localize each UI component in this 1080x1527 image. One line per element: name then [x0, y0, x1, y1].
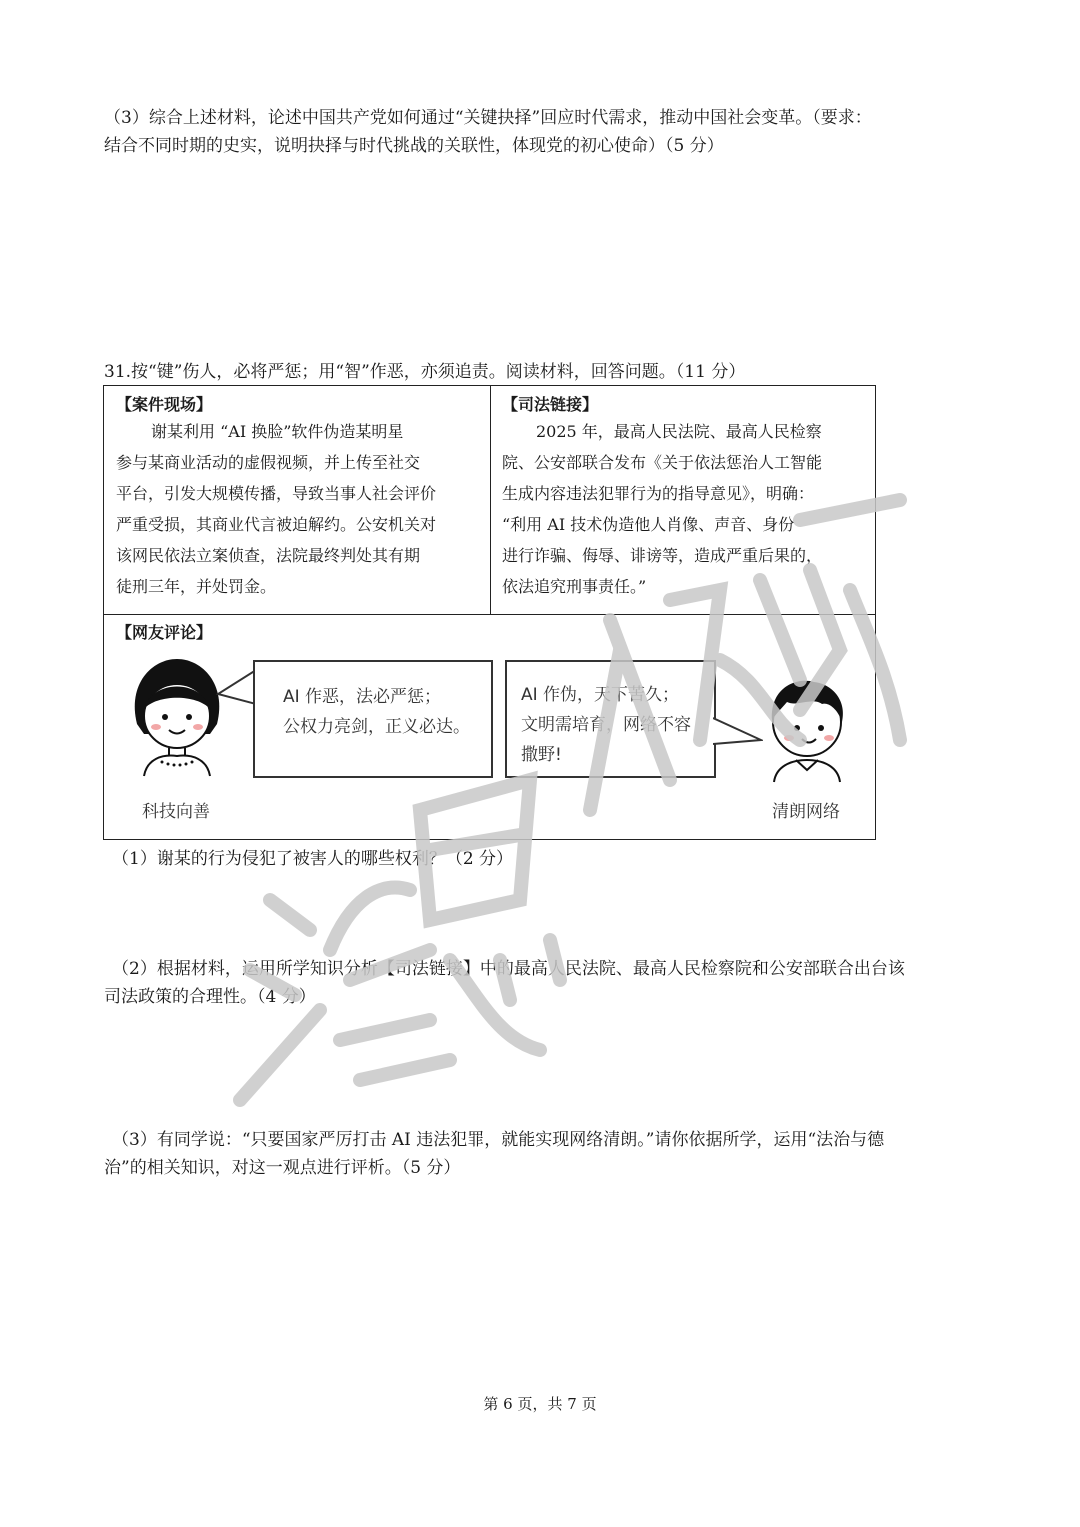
- case-scene-line: 严重受损，其商业代言被迫解约。公安机关对: [116, 515, 437, 534]
- q30-part3-line2: 结合不同时期的史实，说明抉择与时代挑战的关联性，体现党的初心使命）（5 分）: [104, 136, 724, 156]
- girl-bubble-tail-icon: [216, 658, 256, 718]
- case-scene-heading: 【案件现场】: [116, 395, 213, 414]
- q31-sub1: （1）谢某的行为侵犯了被害人的哪些权利？（2 分）: [112, 849, 514, 869]
- q31-sub2-line1: （2）根据材料，运用所学知识分析【司法链接】中的最高人民法院、最高人民检察院和公安部联合出台该: [112, 959, 905, 979]
- judicial-link-heading: 【司法链接】: [502, 395, 599, 414]
- case-scene-line: 该网民依法立案侦查，法院最终判处其有期: [116, 546, 421, 565]
- girl-bubble-line: AI 作恶，法必严惩；: [283, 687, 442, 707]
- case-scene-line: 徒刑三年，并处罚金。: [116, 577, 277, 596]
- girl-bubble-line: 公权力亮剑，正义必达。: [283, 717, 470, 737]
- boy-caption: 清朗网络: [772, 802, 840, 822]
- case-scene-line: 参与某商业活动的虚假视频，并上传至社交: [116, 453, 421, 472]
- boy-bubble-line: AI 作伪，天下苦久；: [521, 685, 680, 705]
- q31-sub3-line1: （3）有同学说：“只要国家严厉打击 AI 违法犯罪，就能实现网络清朗。”请你依据所学，运用“法治与德: [112, 1130, 885, 1150]
- q30-part3-line1: （3）综合上述材料，论述中国共产党如何通过“关键抉择”回应时代需求，推动中国社会变革。（要求：: [104, 108, 872, 128]
- q31-title: 31.按“键”伤人，必将严惩；用“智”作恶，亦须追责。阅读材料，回答问题。（11 分）: [104, 362, 746, 382]
- page-footer: 第 6 页，共 7 页: [483, 1395, 597, 1413]
- judicial-link-line: 2025 年，最高人民法院、最高人民检察: [536, 422, 822, 441]
- q31-sub2-line2: 司法政策的合理性。（4 分）: [104, 987, 316, 1007]
- case-scene-line: 平台，引发大规模传播，导致当事人社会评价: [116, 484, 437, 503]
- boy-bubble-line: 撒野!: [521, 745, 562, 765]
- judicial-link-line: 进行诈骗、侮辱、诽谤等，造成严重后果的，: [502, 546, 823, 565]
- girl-speech-bubble: [253, 660, 493, 778]
- row-divider: [104, 614, 875, 615]
- boy-bubble-line: 文明需培育，网络不容: [521, 715, 691, 735]
- judicial-link-line: 依法追究刑事责任。”: [502, 577, 647, 596]
- case-scene-line: 谢某利用 “AI 换脸”软件伪造某明星: [151, 422, 404, 441]
- boy-speech-bubble: [505, 660, 716, 778]
- column-divider: [490, 386, 491, 614]
- judicial-link-line: “利用 AI 技术伪造他人肖像、声音、身份: [502, 515, 795, 534]
- judicial-link-line: 院、公安部联合发布《关于依法惩治人工智能: [502, 453, 823, 472]
- judicial-link-line: 生成内容违法犯罪行为的指导意见》，明确：: [502, 484, 815, 503]
- girl-caption: 科技向善: [142, 802, 210, 822]
- q31-sub3-line2: 治”的相关知识，对这一观点进行评析。（5 分）: [104, 1158, 461, 1178]
- boy-avatar-icon: [752, 672, 862, 784]
- netizen-comments-heading: 【网友评论】: [116, 623, 213, 642]
- material-box: [103, 385, 876, 840]
